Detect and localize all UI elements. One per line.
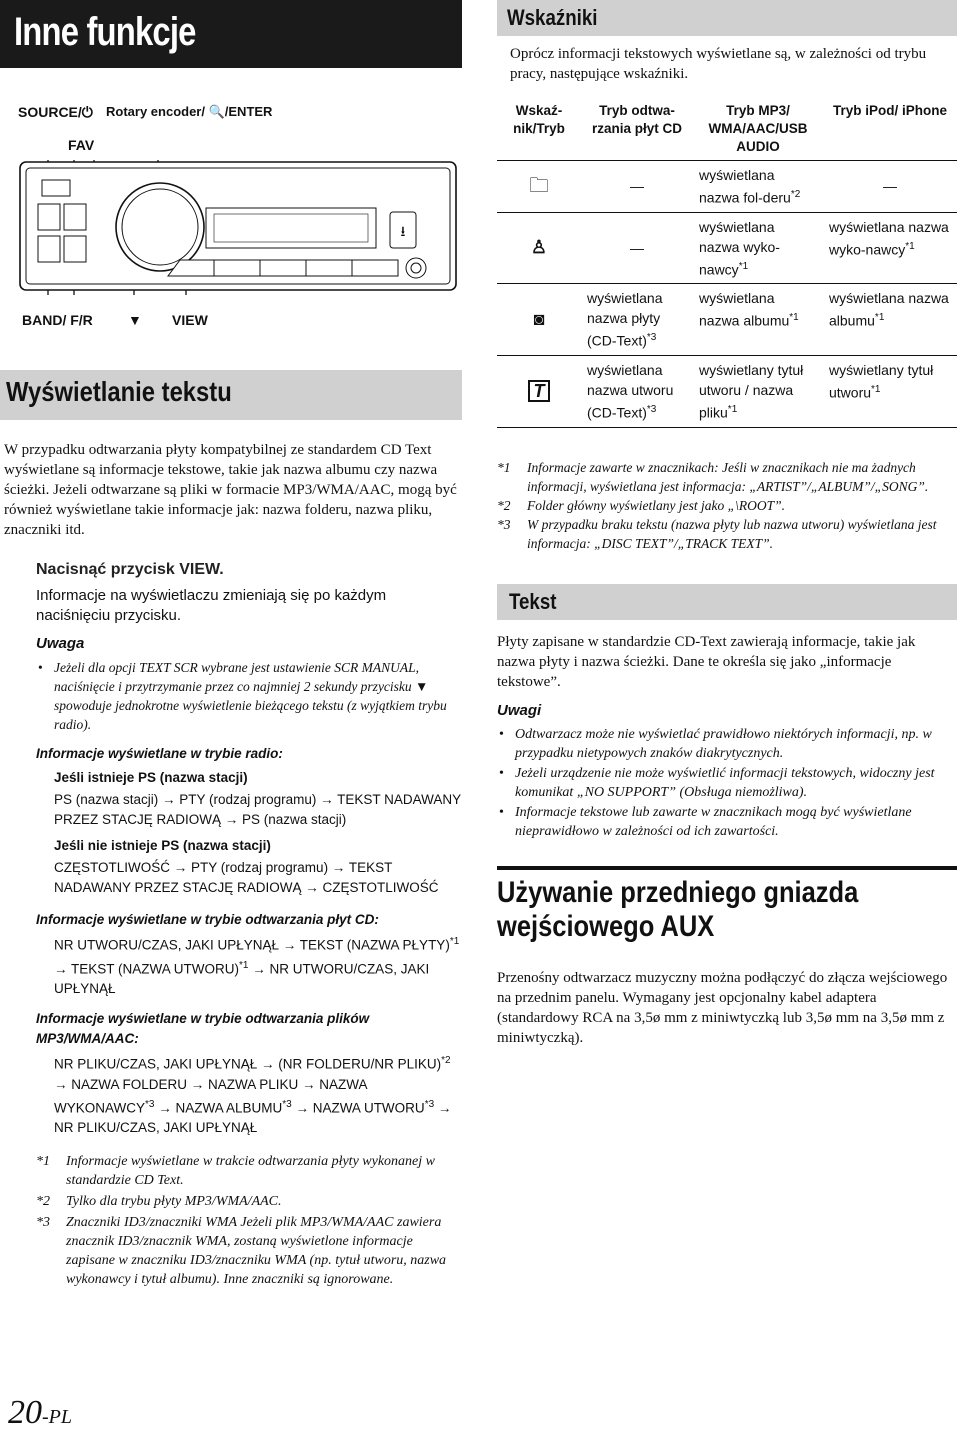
footnote bbox=[36, 1213, 464, 1289]
indicator-cell bbox=[497, 355, 581, 427]
footnote-key: *1 bbox=[36, 1154, 50, 1169]
tekst-notes bbox=[497, 702, 957, 841]
table-header: Tryb iPod/ iPhone bbox=[823, 98, 957, 161]
ipod-sup: *1 bbox=[871, 383, 881, 395]
mp3-seq-part: → NAZWA UTWORU bbox=[291, 1100, 425, 1115]
mp3-cell bbox=[693, 161, 823, 213]
cd-text: wyświetlana nazwa płyty (CD-Text) bbox=[587, 290, 663, 349]
ipod-text: wyświetlany tytuł utworu bbox=[829, 361, 934, 401]
footnote bbox=[497, 496, 957, 515]
svg-text:⭳: ⭳ bbox=[400, 224, 406, 240]
mp3-text: wyświetlana nazwa fol-deru bbox=[699, 167, 791, 206]
mp3-cell bbox=[693, 355, 823, 427]
mp3-seq-part: NR PLIKU/CZAS, JAKI UPŁYNĄŁ → (NR FOLDERU/NR PLIKU) bbox=[54, 1056, 442, 1072]
page-title: Inne funkcje bbox=[14, 10, 196, 54]
cd-cell bbox=[581, 284, 693, 356]
cd-sup: *3 bbox=[646, 403, 657, 415]
table-row bbox=[497, 284, 957, 356]
footnote-text: Informacje zawarte w znacznikach: Jeśli w znacznikach nie ma żadnych informacji, wyświetlana jest informacja: „ARTIST”/„ALBUM”/„SONG”. bbox=[527, 460, 929, 494]
indicators-heading-bar bbox=[497, 0, 957, 36]
table-row bbox=[497, 161, 957, 213]
mp3-seq-part: → NAZWA ALBUMU bbox=[154, 1100, 283, 1115]
page-number-value: 20 bbox=[8, 1394, 42, 1430]
display-text-step bbox=[36, 560, 464, 1289]
ipod-cell bbox=[823, 355, 957, 427]
cd-text: wyświetlana nazwa utworu (CD-Text) bbox=[587, 361, 674, 421]
mp3-sup: *1 bbox=[789, 312, 799, 324]
head-unit-illustration bbox=[18, 160, 458, 295]
indicators-table bbox=[497, 98, 957, 428]
mp3-sequence bbox=[36, 1051, 464, 1138]
source-label: SOURCE/⏻ bbox=[18, 104, 93, 120]
step-description: Informacje na wyświetlaczu zmieniają się po każdym naciśnięciu przycisku. bbox=[36, 587, 387, 624]
left-footnotes bbox=[36, 1152, 464, 1289]
note-title: Uwaga bbox=[36, 635, 85, 652]
radio-block bbox=[36, 768, 464, 898]
step-instruction: Nacisnąć przycisk VIEW. bbox=[36, 561, 224, 578]
view-label: VIEW bbox=[172, 312, 208, 328]
radio-ps-sequence: PS (nazwa stacji) → PTY (rodzaj programu) → TEKST NADAWANY PRZEZ STACJĘ RADIOWĄ → PS (nazwa stacji) bbox=[54, 792, 461, 827]
footnote-key: *1 bbox=[497, 460, 511, 475]
indicators-intro: Oprócz informacji tekstowych wyświetlane są, w zależności od trybu pracy, następujące wskaźniki. bbox=[510, 46, 927, 82]
ipod-text: wyświetlana nazwa wyko-nawcy bbox=[829, 218, 949, 258]
tekst-note-item: • Jeżeli urządzenie nie może wyświetlić informacji tekstowych, widoczny jest komunikat „NO SUPPORT” (Obsługa niemożliwa). bbox=[497, 764, 957, 802]
cd-cell: — bbox=[581, 161, 693, 213]
footnote-text: Informacje wyświetlane w trakcie odtwarzania płyty wykonanej w standardzie CD Text. bbox=[66, 1154, 435, 1188]
footnote bbox=[36, 1192, 464, 1211]
radio-title: Informacje wyświetlane w trybie radio: bbox=[36, 746, 283, 761]
mp3-seq-part: → NR PLIKU/CZAS, JAKI UPŁYNĄŁ bbox=[54, 1100, 452, 1135]
footnote-text: Tylko dla trybu płyty MP3/WMA/AAC. bbox=[66, 1194, 282, 1209]
footnote-text: W przypadku braku tekstu (nazwa płyty lub nazwa utworu) wyświetlana jest informacja: „DISC TEXT”/„TRACK TEXT”. bbox=[527, 517, 937, 551]
artist-icon: ♙ bbox=[530, 237, 548, 258]
page-number-suffix: -PL bbox=[42, 1406, 72, 1428]
footnote-text: Znaczniki ID3/znaczniki WMA Jeżeli plik MP3/WMA/AAC zawiera znacznik ID3/znacznik WMA, zostaną wyświetlone informacje zapisane w znaczniku ID3/znaczniku WMA (np. tytuł utworu, nazwa wykonawcy i tytuł albumu). Inne znaczniki są ignorowane. bbox=[66, 1215, 447, 1287]
mp3-sup: *1 bbox=[727, 403, 738, 415]
table-row bbox=[497, 212, 957, 284]
tekst-heading-bar bbox=[497, 584, 957, 620]
band-label: BAND/ F/R bbox=[22, 312, 93, 328]
ipod-text: wyświetlana nazwa albumu bbox=[829, 290, 949, 329]
mp3-title: Informacje wyświetlane w trybie odtwarzania plików MP3/WMA/AAC: bbox=[36, 1011, 370, 1046]
footnote bbox=[497, 515, 957, 553]
display-text-heading: Wyświetlanie tekstu bbox=[6, 376, 232, 407]
note-list bbox=[36, 658, 464, 734]
rotary-label: Rotary encoder/ 🔍/ENTER bbox=[106, 104, 273, 119]
mp3-seq-sup: *3 bbox=[145, 1098, 155, 1110]
footnote-key: *3 bbox=[36, 1215, 50, 1230]
folder-icon: 🗀 bbox=[529, 174, 549, 197]
display-text-intro: W przypadku odtwarzania płyty kompatybilnej ze standardem CD Text wyświetlane są informacje tekstowe, takie jak nazwa albumu czy nazwa ścieżki. Jeżeli odtwarzane są pliki w formacie MP3/WMA/AAC, mogą być również wyświetlane takie informacje jak: nazwa folderu, nazwa pliku, znaczniki itd. bbox=[4, 442, 457, 538]
mp3-seq-sup: *3 bbox=[282, 1098, 292, 1110]
footnote bbox=[497, 458, 957, 496]
tekst-note-item: • Odtwarzacz może nie wyświetlać prawidłowo niektórych informacji, np. w przypadku nietypowych znaków diakrytycznych. bbox=[497, 725, 957, 763]
fav-label: FAV bbox=[68, 137, 95, 153]
track-icon: T bbox=[528, 380, 550, 402]
indicator-cell bbox=[497, 284, 581, 356]
footnote-key: *2 bbox=[497, 498, 511, 513]
mp3-text: wyświetlana nazwa albumu bbox=[699, 290, 790, 329]
table-header: Wskaź-nik/Tryb bbox=[497, 98, 581, 161]
mp3-seq-sup: *2 bbox=[441, 1055, 451, 1066]
cd-seq-part: → NR UTWORU/CZAS, JAKI UPŁYNĄŁ bbox=[54, 961, 430, 996]
footnote bbox=[36, 1152, 464, 1190]
ipod-sup: *1 bbox=[874, 312, 885, 324]
tekst-note-item: • Informacje tekstowe lub zawarte w znacznikach mogą być wyświetlane nieprawidłowo w zależności od ich zawartości. bbox=[497, 803, 957, 841]
aux-rule bbox=[497, 866, 957, 870]
mp3-text: wyświetlany tytuł utworu / nazwa pliku bbox=[699, 361, 804, 421]
footnote-key: *3 bbox=[497, 517, 511, 532]
tekst-body: Płyty zapisane w standardzie CD-Text zawierają informacje, takie jak nazwa płyty i nazwa ścieżki. Dane te określa się jako „informacje tekstowe”. bbox=[497, 634, 916, 690]
table-header: Tryb MP3/ WMA/AAC/USB AUDIO bbox=[693, 98, 823, 161]
footnote-key: *2 bbox=[36, 1194, 50, 1209]
table-row bbox=[497, 355, 957, 427]
cd-cell: — bbox=[581, 212, 693, 284]
mp3-sup: *2 bbox=[790, 189, 801, 200]
down-label: ▼ bbox=[128, 312, 142, 328]
cd-seq-sup: *1 bbox=[239, 959, 249, 971]
table-header-row bbox=[497, 98, 957, 161]
ipod-cell bbox=[823, 284, 957, 356]
indicator-cell bbox=[497, 161, 581, 213]
cd-seq-sup: *1 bbox=[449, 936, 460, 947]
cd-sequence bbox=[36, 932, 464, 999]
cd-title: Informacje wyświetlane w trybie odtwarzania płyt CD: bbox=[36, 912, 379, 927]
radio-ps-title: Jeśli istnieje PS (nazwa stacji) bbox=[54, 770, 248, 785]
note-item: • Jeżeli dla opcji TEXT SCR wybrane jest ustawienie SCR MANUAL, naciśnięcie i przytrzymanie przez co najmniej 2 sekundy przycisku ▼ spowoduje jednokrotne wyświetlenie bieżącego tekstu (z wyjątkiem trybu radio). bbox=[36, 658, 464, 734]
ipod-cell bbox=[823, 212, 957, 284]
mp3-seq-part: → NAZWA FOLDERU → NAZWA PLIKU → NAZWA WYKONAWCY bbox=[54, 1076, 367, 1115]
cd-sup: *3 bbox=[646, 332, 657, 344]
tekst-notes-list bbox=[497, 725, 957, 841]
ipod-sup: *1 bbox=[905, 240, 915, 252]
mp3-sup: *1 bbox=[738, 260, 749, 272]
page-title-bar bbox=[0, 0, 462, 68]
table-header: Tryb odtwa-rzania płyt CD bbox=[581, 98, 693, 161]
indicators-heading: Wskaźniki bbox=[507, 5, 598, 30]
aux-body: Przenośny odtwarzacz muzyczny można podłączyć do złącza wejściowego na przednim panelu. Wymagany jest opcjonalny kabel adaptera (standardowy RCA na 3,5ø mm z miniwtyczką lub 3,5ø mm na 3,5ø mm z miniwtyczką). bbox=[497, 970, 948, 1046]
page-number bbox=[8, 1394, 72, 1430]
footnote-text: Folder główny wyświetlany jest jako „\ROOT”. bbox=[527, 498, 785, 513]
aux-heading: Używanie przedniego gniazda wejściowego AUX bbox=[497, 876, 859, 943]
cd-cell bbox=[581, 355, 693, 427]
display-text-heading-bar bbox=[0, 370, 462, 420]
ipod-cell: — bbox=[823, 161, 957, 213]
mp3-text: wyświetlana nazwa wyko-nawcy bbox=[699, 218, 780, 278]
cd-seq-part: NR UTWORU/CZAS, JAKI UPŁYNĄŁ → TEKST (NAZWA PŁYTY) bbox=[54, 937, 450, 953]
mp3-cell bbox=[693, 212, 823, 284]
indicator-footnotes bbox=[497, 458, 957, 553]
radio-nops-title: Jeśli nie istnieje PS (nazwa stacji) bbox=[54, 838, 271, 853]
mp3-cell bbox=[693, 284, 823, 356]
tekst-notes-title: Uwagi bbox=[497, 702, 542, 719]
mp3-seq-sup: *3 bbox=[424, 1098, 435, 1110]
indicator-cell bbox=[497, 212, 581, 284]
radio-nops-sequence: CZĘSTOTLIWOŚĆ → PTY (rodzaj programu) → TEKST NADAWANY PRZEZ STACJĘ RADIOWĄ → CZĘSTOTLIWOŚĆ bbox=[54, 860, 439, 895]
cd-seq-part: → TEKST (NAZWA UTWORU) bbox=[54, 961, 239, 976]
tekst-heading: Tekst bbox=[509, 589, 557, 614]
album-icon: ◙ bbox=[533, 309, 545, 330]
